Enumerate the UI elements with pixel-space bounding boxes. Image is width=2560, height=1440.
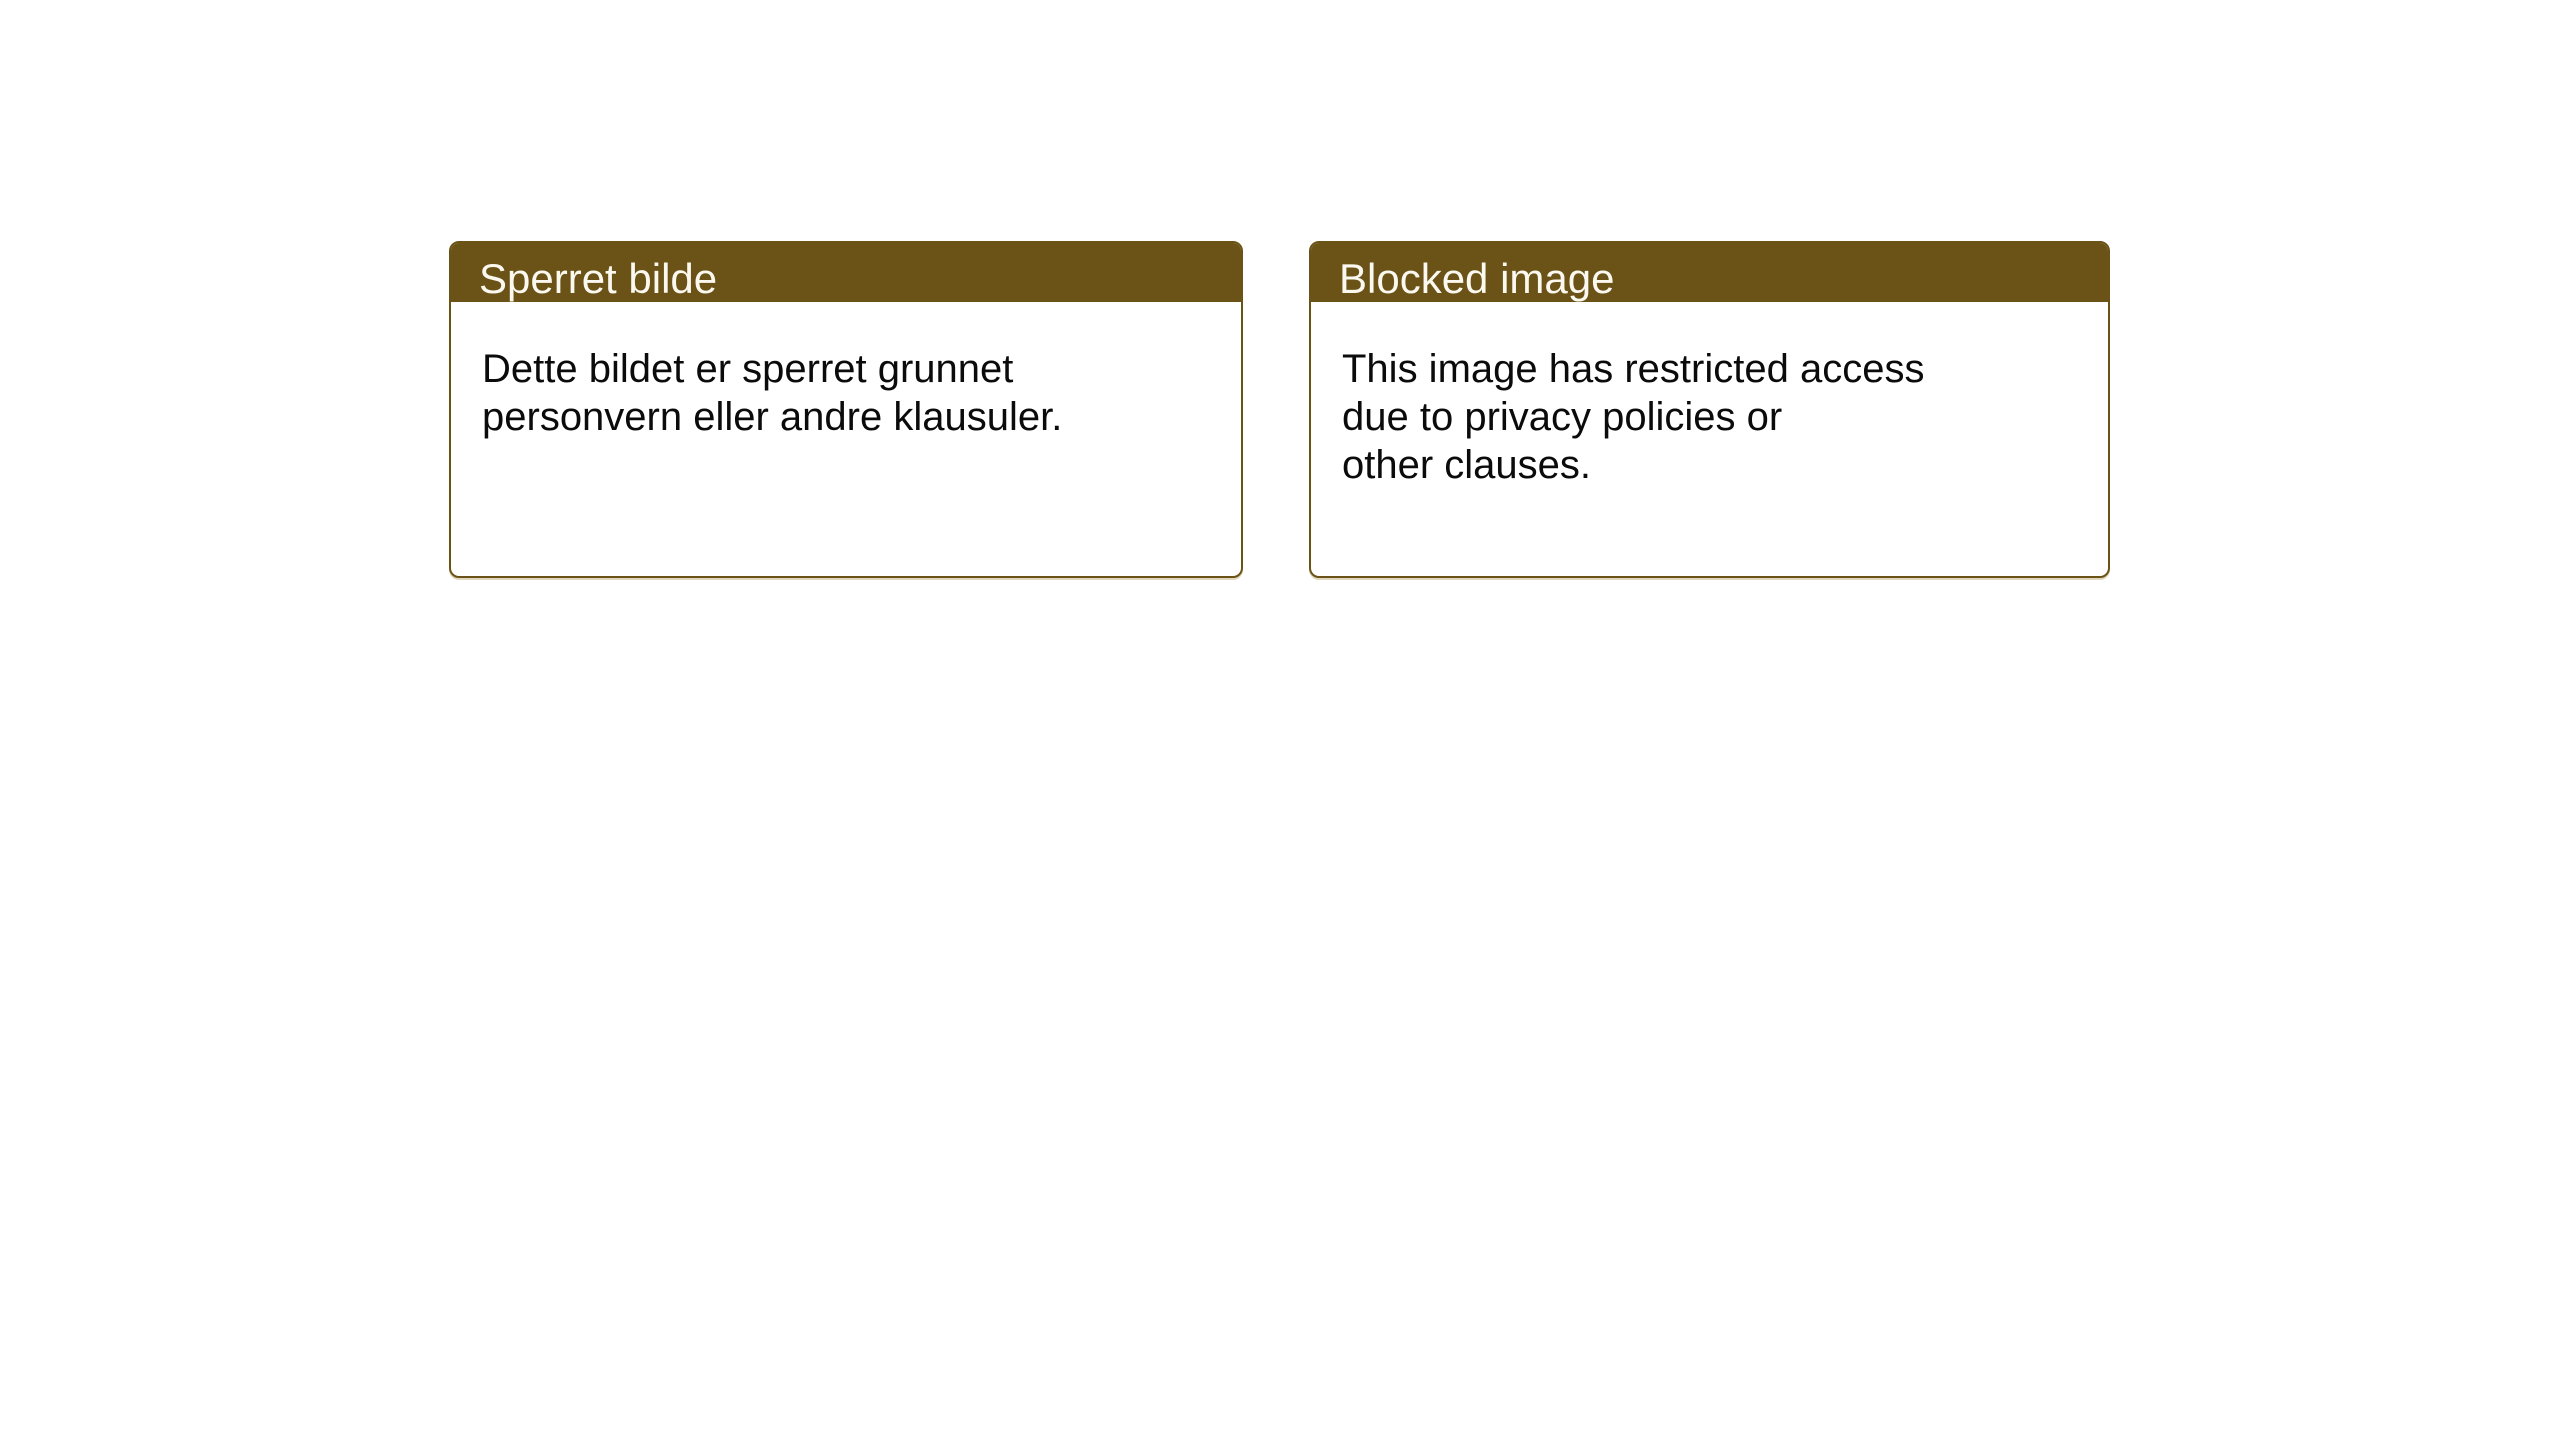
notice-text-line: This image has restricted access <box>1342 347 1925 391</box>
notice-text-line: Dette bildet er sperret grunnet <box>482 347 1014 391</box>
notice-text-line: due to privacy policies or <box>1342 395 1783 439</box>
card-body-norwegian <box>451 302 1241 441</box>
blocked-image-notices <box>449 241 2110 578</box>
blocked-image-card-english <box>1309 241 2110 578</box>
card-body-english <box>1311 302 2108 489</box>
card-header-norwegian <box>451 243 1241 302</box>
card-header-english <box>1311 243 2108 302</box>
notice-text-line: personvern eller andre klausuler. <box>482 395 1063 439</box>
card-title-english: Blocked image <box>1339 255 1615 302</box>
notice-text-line: other clauses. <box>1342 443 1592 487</box>
card-title-norwegian: Sperret bilde <box>479 255 718 302</box>
blocked-image-card-norwegian <box>449 241 1243 578</box>
